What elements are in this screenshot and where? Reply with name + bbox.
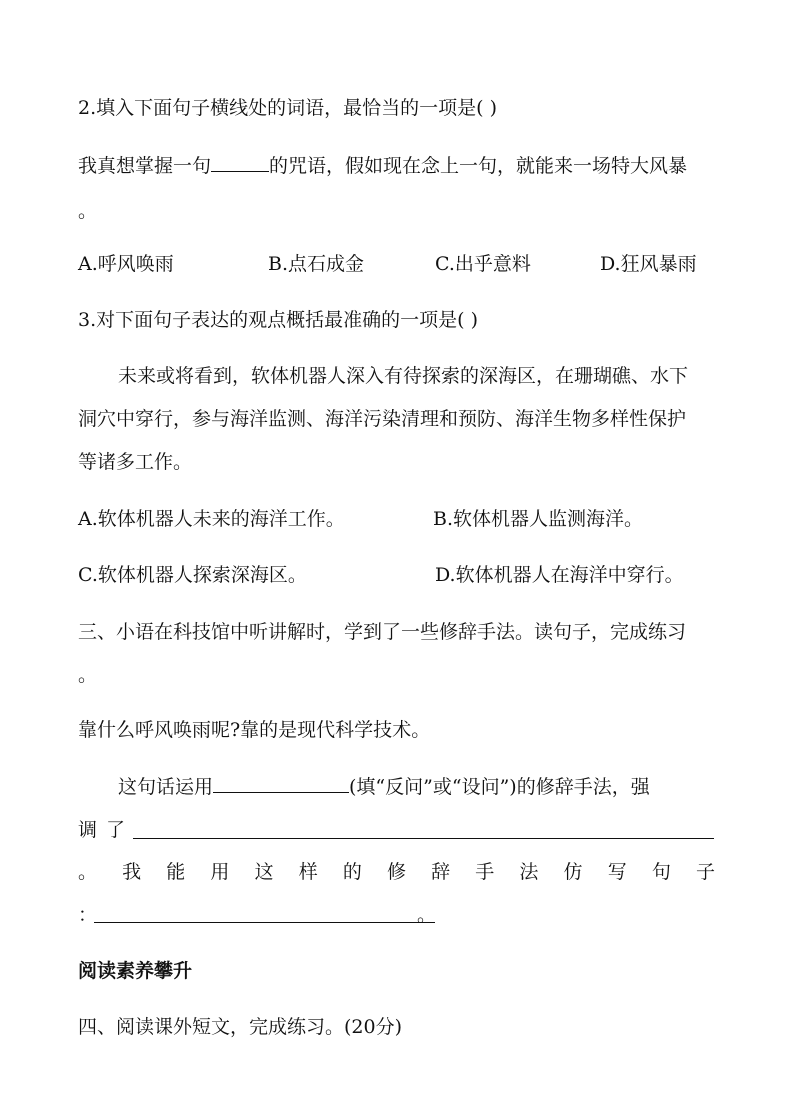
q2-sentence-end: 。 — [78, 200, 98, 222]
q3-stem: 3.对下面句子表达的观点概括最准确的一项是( ) — [78, 309, 478, 331]
imitate-char: 手 — [475, 861, 495, 883]
q-four-stem: 四、阅读课外短文，完成练习。(20分) — [78, 1016, 403, 1038]
q3-option-d[interactable]: D.软体机器人在海洋中穿行。 — [435, 564, 684, 586]
q2-option-c[interactable]: C.出乎意料 — [435, 253, 531, 275]
q2-option-a[interactable]: A.呼风唤雨 — [78, 253, 174, 275]
imitate-char: 能 — [166, 861, 186, 883]
emphasize-char-2: 了 — [106, 819, 126, 841]
imitate-instruction — [78, 860, 715, 884]
q3-passage-line-3: 等诸多工作。 — [78, 451, 193, 473]
imitate-char: 样 — [298, 861, 318, 883]
q2-option-b[interactable]: B.点石成金 — [268, 253, 365, 275]
q-three-fill — [118, 774, 650, 799]
imitate-answer-line[interactable] — [94, 922, 435, 923]
q3-option-c[interactable]: C.软体机器人探索深海区。 — [78, 564, 307, 586]
imitate-char: 这 — [254, 861, 274, 883]
imitate-char: 用 — [210, 861, 230, 883]
q-three-stem-end: 。 — [78, 664, 98, 686]
q3-option-b[interactable]: B.软体机器人监测海洋。 — [433, 508, 644, 530]
q2-sentence-before: 我真想掌握一句 — [78, 155, 212, 177]
q-three-fill-before: 这句话运用 — [118, 776, 214, 798]
emphasis-answer-line[interactable] — [133, 838, 714, 839]
q-three-stem: 三、小语在科技馆中听讲解时，学到了一些修辞手法。读句子，完成练习 — [78, 621, 687, 643]
q3-passage-line-1: 未来或将看到，软体机器人深入有待探索的深海区，在珊瑚礁、水下 — [118, 365, 689, 387]
q2-sentence-after: 的咒语，假如现在念上一句，就能来一场特大风暴 — [269, 155, 688, 177]
imitate-char: 写 — [607, 861, 627, 883]
imitate-char: 的 — [342, 861, 362, 883]
imitate-char: 子 — [695, 861, 715, 883]
imitate-char: 。 — [78, 861, 98, 883]
q2-stem: 2.填入下面句子横线处的词语，最恰当的一项是( ) — [78, 97, 497, 119]
imitate-char: 法 — [519, 861, 539, 883]
q-three-fill-after: (填“反问”或“设问”)的修辞手法，强 — [349, 776, 650, 798]
q2-answer-blank[interactable] — [211, 153, 269, 172]
imitate-colon: ： — [78, 904, 98, 926]
imitate-char: 辞 — [431, 861, 451, 883]
imitate-char: 修 — [386, 861, 406, 883]
emphasize-char-1: 调 — [78, 819, 98, 841]
imitate-char: 我 — [122, 861, 142, 883]
q3-passage-line-2: 洞穴中穿行，参与海洋监测、海洋污染清理和预防、海洋生物多样性保护 — [78, 408, 687, 430]
imitate-char: 句 — [651, 861, 671, 883]
rhetoric-type-blank[interactable] — [213, 774, 349, 793]
q2-sentence — [78, 153, 687, 178]
q2-option-d[interactable]: D.狂风暴雨 — [600, 253, 697, 275]
imitate-char: 仿 — [563, 861, 583, 883]
section-heading: 阅读素养攀升 — [78, 960, 193, 982]
q3-option-a[interactable]: A.软体机器人未来的海洋工作。 — [78, 508, 345, 530]
q-three-sentence: 靠什么呼风唤雨呢?靠的是现代科学技术。 — [78, 719, 431, 741]
imitate-final-period: 。 — [417, 904, 437, 926]
